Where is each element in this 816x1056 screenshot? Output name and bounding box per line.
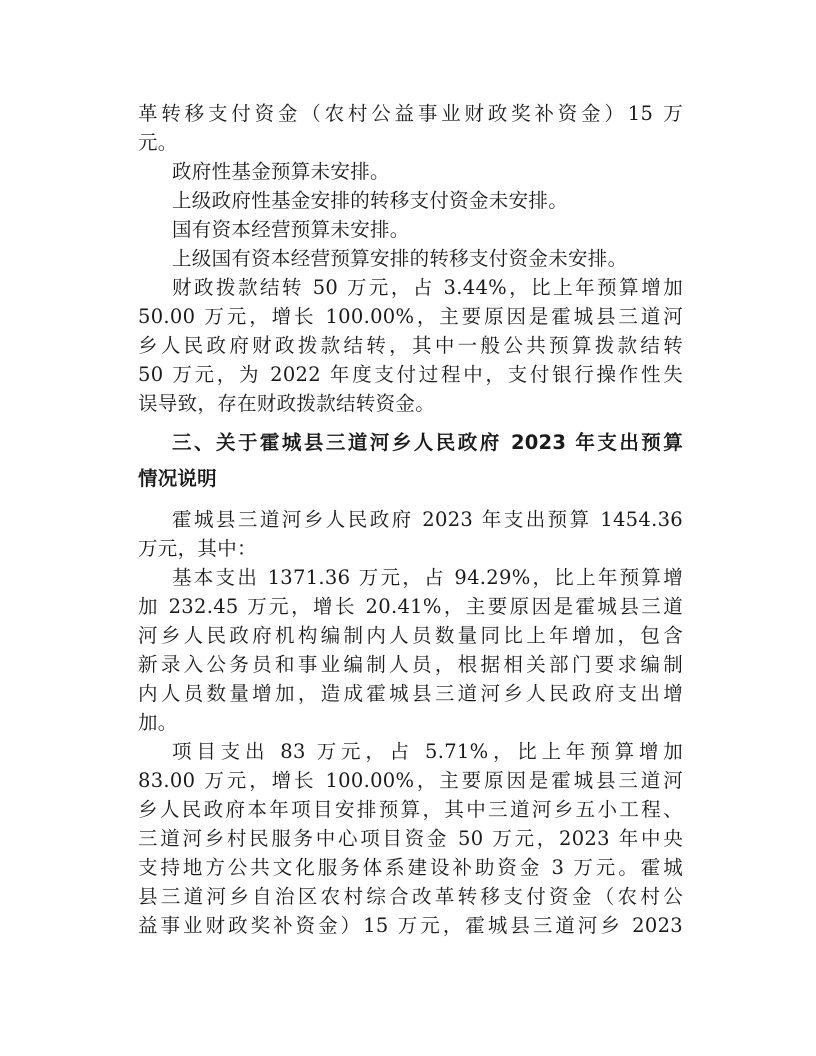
text-line: 误导致，存在财政拨款结转资金。 [138,392,436,415]
text-line: 50.00 万元，增长 100.00%，主要原因是霍城县三道河 [138,305,683,328]
text-line: 财政拨款结转 50 万元，占 3.44%，比上年预算增加 [172,276,683,299]
text-line: 政府性基金预算未安排。 [172,160,390,183]
text-line: 支持地方公共文化服务体系建设补助资金 3 万元。霍城 [138,856,683,879]
text-line: 县三道河乡自治区农村综合改革转移支付资金（农村公 [138,885,683,908]
text-line: 河乡人民政府机构编制内人员数量同比上年增加，包含 [138,624,683,647]
text-line: 革转移支付资金（农村公益事业财政奖补资金）15 万 [138,102,683,125]
text-line: 项目支出 83 万元，占 5.71%，比上年预算增加 [172,740,683,763]
text-line: 元。 [138,131,178,154]
section-heading: 情况说明 [138,467,217,490]
text-line: 内人员数量增加，造成霍城县三道河乡人民政府支出增 [138,682,683,705]
text-line: 国有资本经营预算未安排。 [172,218,410,241]
text-line: 上级国有资本经营预算安排的转移支付资金未安排。 [172,247,628,270]
section-heading: 三、关于霍城县三道河乡人民政府 2023 年支出预算 [172,431,683,454]
text-line: 上级政府性基金安排的转移支付资金未安排。 [172,189,569,212]
text-line: 新录入公务员和事业编制人员，根据相关部门要求编制 [138,653,683,676]
text-line: 乡人民政府财政拨款结转，其中一般公共预算拨款结转 [138,334,683,357]
text-line: 基本支出 1371.36 万元，占 94.29%，比上年预算增 [172,566,683,589]
text-line: 霍城县三道河乡人民政府 2023 年支出预算 1454.36 [172,508,683,531]
text-line: 乡人民政府本年项目安排预算，其中三道河乡五小工程、 [138,798,683,821]
text-line: 三道河乡村民服务中心项目资金 50 万元，2023 年中央 [138,827,683,850]
text-line: 加 232.45 万元，增长 20.41%，主要原因是霍城县三道 [138,595,683,618]
text-line: 50 万元，为 2022 年度支付过程中，支付银行操作性失 [138,363,683,386]
text-line: 万元，其中： [138,537,257,560]
text-line: 83.00 万元，增长 100.00%，主要原因是霍城县三道河 [138,769,683,792]
text-line: 益事业财政奖补资金）15 万元，霍城县三道河乡 2023 [138,914,683,937]
text-line: 加。 [138,711,178,734]
